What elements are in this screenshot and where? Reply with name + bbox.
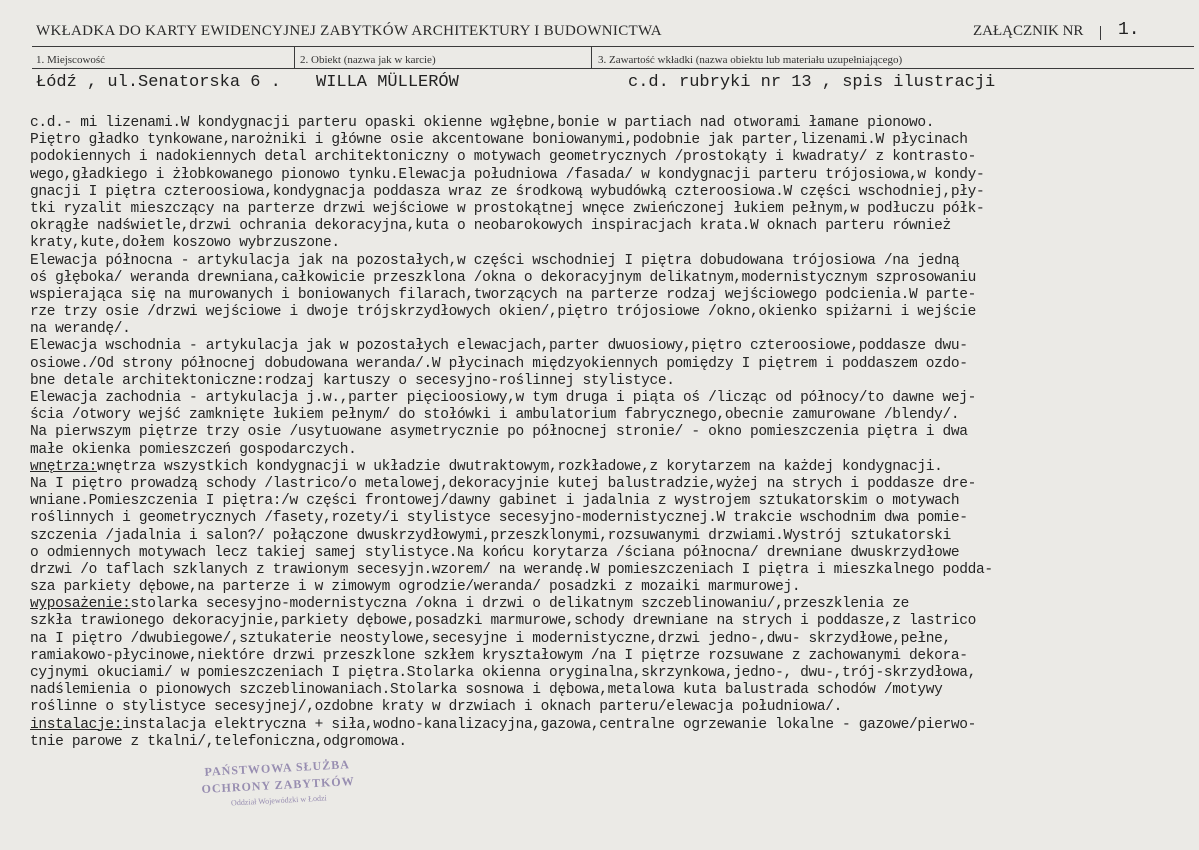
section-heading: wnętrza:: [30, 458, 97, 475]
text-line: [30, 321, 1190, 338]
stamp-line-2: OCHRONY ZABYTKÓW: [201, 773, 355, 796]
field-value-locality: Łódź , ul.Senatorska 6 .: [36, 73, 281, 92]
field-value-content: c.d. rubryki nr 13 , spis ilustracji: [628, 73, 996, 92]
text-line: [30, 407, 1190, 424]
text-line: [30, 493, 1190, 510]
text-line: [30, 132, 1190, 149]
text-line: [30, 596, 1190, 613]
line-text: nadślemienia o pionowych szczeblinowaniach.Stolarka sosnowa i dębowa,metalowa kuta balustrada schodów /motywy: [30, 682, 943, 699]
line-text: wniane.Pomieszczenia I piętra:/w części frontowej/dawny gabinet i jadalnia z wystrojem sztukatorskim o motywach: [30, 493, 960, 510]
line-text: sza parkiety dębowe,na parterze i w zimowym ogrodzie/weranda/ posadzki z mozaiki marmurowej.: [30, 579, 801, 596]
text-line: [30, 648, 1190, 665]
line-text: stolarka secesyjno-modernistyczna /okna i drzwi o delikatnym szczeblinowaniu/,przeszklenia ze: [130, 596, 910, 613]
field-label-locality: 1. Miejscowość: [36, 54, 106, 66]
line-text: na werandę/.: [30, 321, 131, 338]
text-line: [30, 682, 1190, 699]
text-line: [30, 476, 1190, 493]
line-text: roślinnych i geometrycznych /fasety,rozety/i stylistyce secesyjno-modernistycznej.W trakcie wschodnim dwa pomie-: [30, 510, 968, 527]
line-text: osiowe./Od strony północnej dobudowana weranda/.W płycinach międzyokiennych pomiędzy I piętrem i poddaszem ozdo-: [30, 355, 968, 372]
text-line: [30, 734, 1190, 751]
text-line: [30, 338, 1190, 355]
institution-stamp: [187, 756, 369, 809]
text-line: [30, 613, 1190, 630]
text-line: [30, 167, 1190, 184]
line-text: Elewacja północna - artykulacja jak na pozostałych,w części wschodniej I piętra dobudowana trójosiowa /na jedną: [30, 252, 960, 269]
text-line: [30, 287, 1190, 304]
line-text: bne detale architektoniczne:rodzaj kartuszy o secesyjno-roślinnej stylistyce.: [30, 372, 675, 389]
text-line: [30, 304, 1190, 321]
field-divider-1: [294, 46, 295, 68]
line-text: ścia /otwory wejść zamknięte łukiem pełnym/ do stołówki i ambulatorium fabrycznego,obecnie zamurowane /blendy/.: [30, 407, 960, 424]
form-title: WKŁADKA DO KARTY EWIDENCYJNEJ ZABYTKÓW ARCHITEKTURY I BUDOWNICTWA: [36, 23, 662, 39]
text-line: [30, 149, 1190, 166]
text-line: [30, 235, 1190, 252]
text-line: [30, 545, 1190, 562]
line-text: wspierająca się na murowanych i boniowanych filarach,tworzących na parterze rodzaj wejściowego podcienia.W parte-: [30, 286, 977, 303]
annex-number: 1.: [1118, 20, 1140, 40]
description-text: [30, 115, 1195, 751]
text-line: [30, 528, 1190, 545]
line-text: kraty,kute,dołem koszowo wybrzuszone.: [30, 235, 340, 252]
line-text: ramiakowo-płycinowe,niektóre drzwi przeszklone szkłem kryształowym /na I piętrze rozsuwane z zachowanymi dekora-: [30, 647, 968, 664]
field-label-object: 2. Obiekt (nazwa jak w karcie): [300, 54, 436, 66]
text-line: [30, 218, 1190, 235]
line-text: c.d.- mi lizenami.W kondygnacji parteru opaski okienne wgłębne,bonie w partiach nad otworami łamane pionowo.: [30, 115, 935, 131]
text-line: [30, 390, 1190, 407]
stamp-line-3: Oddział Wojewódzki w Łodzi: [230, 793, 328, 808]
line-text: szczenia /jadalnia i salon?/ połączone dwuskrzydłowymi,przeszklonymi,rozsuwanymi drzwiami.Wystrój sztukatorski: [30, 527, 951, 544]
text-line: [30, 459, 1190, 476]
line-text: wego,gładkiego i żłobkowanego pionowo tynku.Elewacja południowa /fasada/ w kondygnacji parteru trójosiowa,w kondy-: [30, 166, 985, 183]
section-heading: instalacje:: [30, 716, 123, 733]
line-text: rze trzy osie /drzwi wejściowe i dwoje trójskrzydłowych okien/,piętro trójosiowe /okno,okienko spiżarni i wejście: [30, 304, 977, 321]
line-text: tki ryzalit mieszczący na parterze drzwi wejściowe w prostokątnej wnęce zwieńczonej łukiem pełnym,w podłuczu półk-: [30, 200, 985, 217]
line-text: roślinne o stylistyce secesyjnej/,ozdobne kraty w drzwiach i oknach parteru/elewacja południowa/.: [30, 699, 843, 716]
line-text: drzwi /o taflach szklanych z trawionym secesyjn.wzorem/ na werandę.W pomieszczeniach I piętra i mieszkalnego podda-: [30, 561, 993, 578]
text-line: [30, 253, 1190, 270]
field-label-content: 3. Zawartość wkładki (nazwa obiektu lub materiału uzupełniającego): [598, 54, 903, 66]
line-text: Na pierwszym piętrze trzy osie /usytuowane asymetrycznie po północnej stronie/ - okno pomieszczenia piętra i dwa: [30, 424, 968, 441]
line-text: małe okienka pomieszczeń gospodarczych.: [30, 441, 357, 458]
line-text: tnie parowe z tkalni/,telefoniczna,odgromowa.: [30, 733, 407, 750]
line-text: Piętro gładko tynkowane,narożniki i główne osie akcentowane boniowanymi,podobnie jak parter,lizenami.W płycinach: [30, 132, 968, 149]
text-line: [30, 717, 1190, 734]
line-text: na I piętro /dwubiegowe/,sztukaterie neostylowe,secesyjne i modernistyczne,drzwi jedno-,dwu- skrzydłowe,pełne,: [30, 630, 951, 647]
field-divider-2: [591, 46, 592, 68]
text-line: [30, 201, 1190, 218]
line-text: Elewacja wschodnia - artykulacja jak w pozostałych elewacjach,parter dwuosiowy,piętro czteroosiowe,poddasze dwu-: [30, 338, 968, 355]
text-line: [30, 562, 1190, 579]
line-text: okrągłe nadświetle,drzwi ochrania dekoracyjna,kuta o neobarokowych inspiracjach krata.W oknach parteru również: [30, 218, 951, 235]
text-line: [30, 424, 1190, 441]
text-line: [30, 510, 1190, 527]
header-rule-top: [32, 46, 1194, 47]
annex-label: ZAŁĄCZNIK NR: [973, 23, 1084, 39]
line-text: instalacja elektryczna + siła,wodno-kanalizacyjna,gazowa,centralne ogrzewanie lokalne - gazowe/pierwo-: [122, 716, 977, 733]
line-text: oś głęboka/ weranda drewniana,całkowicie przeszklona /okna o dekoracyjnym delikatnym,modernistycznym szprosowaniu: [30, 269, 977, 286]
text-line: [30, 373, 1190, 390]
line-text: cyjnymi okuciami/ w pomieszczeniach I piętra.Stolarka okienna oryginalna,skrzynkowa,jedno-, dwu-,trój-skrzydłowa,: [30, 665, 977, 681]
line-text: podokiennych i nadokiennych detal architektoniczny o motywach geometrycznych /prostokąty i kwadraty/ z kontrasto-: [30, 149, 977, 166]
line-text: szkła trawionego dekoracyjnie,parkiety dębowe,posadzki marmurowe,schody drewniane na strych i poddasze,z lastrico: [30, 613, 977, 630]
field-value-object: WILLA MÜLLERÓW: [316, 73, 459, 92]
annex-divider: [1100, 26, 1101, 40]
text-line: [30, 579, 1190, 596]
stamp-line-1: PAŃSTWOWA SŁUŻBA: [204, 757, 351, 779]
line-text: o odmiennych motywach lecz takiej samej stylistyce.Na końcu korytarza /ściana północna/ drewniane dwuskrzydłowe: [30, 544, 960, 561]
text-line: [30, 442, 1190, 459]
text-line: [30, 270, 1190, 287]
header-rule-mid: [32, 68, 1194, 69]
line-text: wnętrza wszystkich kondygnacji w układzie dwutraktowym,rozkładowe,z korytarzem na każdej kondygnacji.: [96, 458, 943, 475]
text-line: [30, 356, 1190, 373]
text-line: [30, 631, 1190, 648]
line-text: Na I piętro prowadzą schody /lastrico/o metalowej,dekoracyjnie kutej balustradzie,wyżej na strych i poddasze dre-: [30, 475, 977, 492]
text-line: [30, 115, 1190, 132]
text-line: [30, 184, 1190, 201]
section-heading: wyposażenie:: [30, 596, 131, 613]
line-text: Elewacja zachodnia - artykulacja j.w.,parter pięcioosiowy,w tym druga i piąta oś /licząc od północy/to dawne wej-: [30, 390, 977, 406]
line-text: gnacji I piętra czteroosiowa,kondygnacja poddasza wraz ze środkową wybudówką czteroosiowa.W części wschodniej,pły-: [30, 183, 985, 200]
text-line: [30, 699, 1190, 716]
text-line: [30, 665, 1190, 682]
